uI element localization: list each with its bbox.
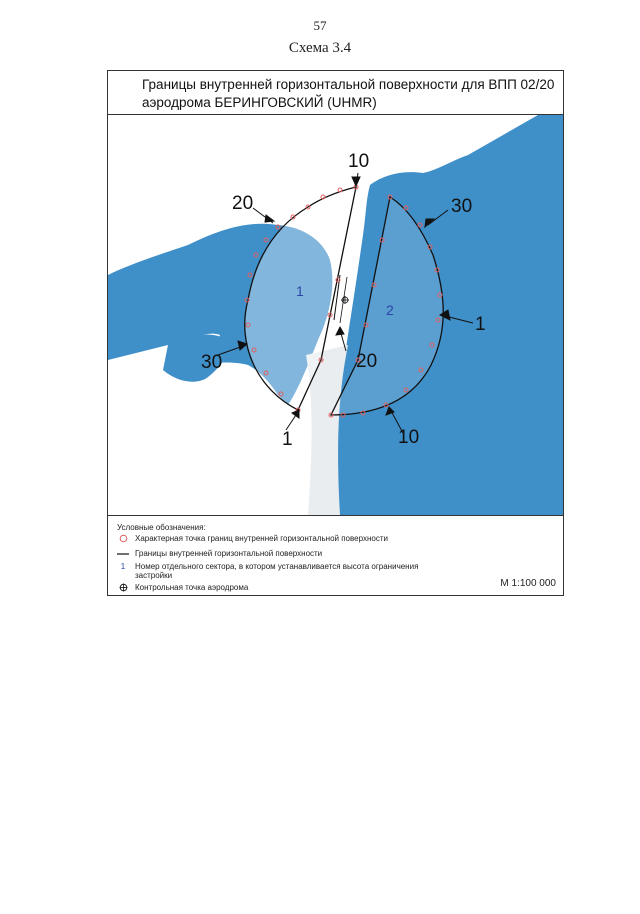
boundary-label: 20 <box>356 351 378 372</box>
legend-item-label: Границы внутренней горизонтальной поверхности <box>135 549 323 558</box>
scheme-title: Схема 3.4 <box>288 40 352 56</box>
map-title <box>108 71 563 115</box>
legend-item-sector-number <box>117 562 455 580</box>
legend <box>108 515 563 595</box>
crosshair-circle-icon <box>117 583 129 592</box>
boundary-label: 10 <box>398 427 420 448</box>
sector-number-symbol: 1 <box>120 562 126 571</box>
circle-red-icon <box>117 534 129 543</box>
map-title-line-2: аэродрома БЕРИНГОВСКИЙ (UHMR) <box>142 95 377 110</box>
map-scale: М 1:100 000 <box>500 578 556 589</box>
boundary-label: 30 <box>201 352 223 373</box>
legend-item-label: Номер отдельного сектора, в котором устанавливается высота ограничения застройки <box>135 562 419 580</box>
map <box>108 115 563 515</box>
map-title-line-1: Границы внутренней горизонтальной поверхности для ВПП 02/20 <box>142 77 555 92</box>
boundary-label: 1 <box>282 429 293 450</box>
boundary-label: 20 <box>232 193 254 214</box>
legend-header: Условные обозначения: <box>117 523 206 532</box>
boundary-label: 30 <box>451 196 473 217</box>
legend-item-label: Контрольная точка аэродрома <box>135 583 249 592</box>
boundary-label: 10 <box>348 151 370 172</box>
legend-item-control-point <box>117 583 455 592</box>
legend-item-label: Характерная точка границ внутренней горизонтальной поверхности <box>135 534 388 543</box>
sector-number-2: 2 <box>386 302 394 318</box>
map-frame <box>107 70 564 596</box>
legend-item-points <box>117 534 455 543</box>
sector-number-1: 1 <box>296 283 304 299</box>
line-black-icon <box>117 549 129 558</box>
boundary-label: 1 <box>475 314 486 335</box>
page-number: 57 <box>313 18 327 33</box>
legend-item-boundary <box>117 549 455 558</box>
